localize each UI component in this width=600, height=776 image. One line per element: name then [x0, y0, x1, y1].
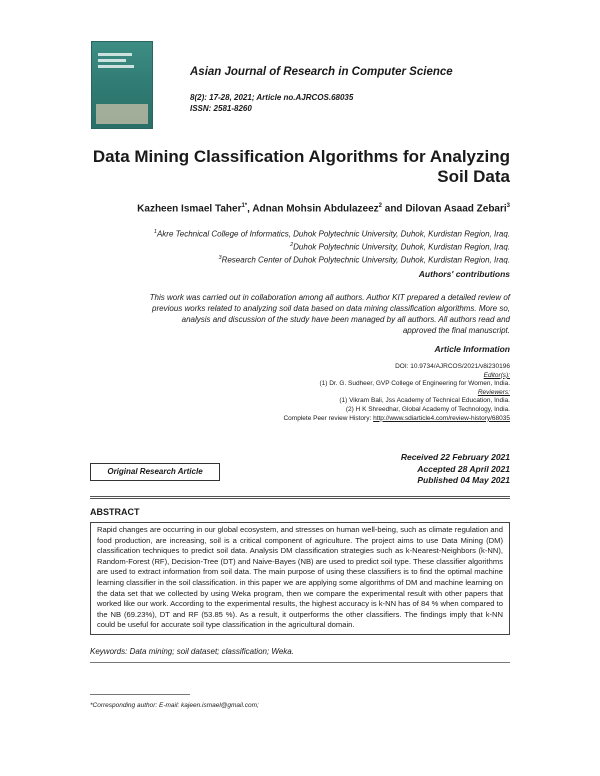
review-history-link[interactable]: http://www.sdiarticle4.com/review-history/68035: [373, 414, 510, 422]
abstract-text: Rapid changes are occurring in our global ecosystem, and stresses on human well-being, such as climate regulation and food production, are increasing, soil is a critical component of agriculture. The project aims to use Data Mining (DM) classification techniques to predict soil data. Analysis DM classification strategies such as k-Nearest-Neighbors (k-NN), Random-Forest (RF), Decision-Tree (DT) and Naive-Bayes (NB) are used to predict soil type. These classifier algorithms are used to extract information from soil data. The main purpose of using these classifiers is to find the optimal machine learning classifier in the soil classification. in this paper we are applying some algorithms of DM and machine learning on the data set that we collected by using Weka program, then we compare the experimental result with other papers that worked like our work. According to the experimental results, the highest accuracy is k-NN has of 84 % when compared to the NB (69.23%), DT and RF (53.85 %). As a result, it outperforms the other classifiers. The findings imply that k-NN could be useful for accurate soil type classification in the agricultural domain.: [97, 525, 503, 630]
reviewer-item: (1) Vikram Bali, Jss Academy of Technical Education, India.: [339, 397, 510, 405]
author-separator: and: [381, 203, 406, 215]
divider: [90, 662, 510, 663]
affiliation-text: Akre Technical College of Informatics, Duhok Polytechnic University, Duhok, Kurdistan Region, Iraq.: [156, 229, 510, 239]
divider: [90, 498, 510, 499]
author-name: Dilovan Asaad Zebari: [405, 203, 507, 215]
journal-cover-image: [91, 41, 153, 129]
review-history-label: Complete Peer review History:: [283, 414, 374, 422]
accepted-date: Accepted 28 April 2021: [417, 463, 510, 474]
author-affil-mark: 3: [506, 203, 510, 209]
received-date: Received 22 February 2021: [400, 452, 510, 462]
affiliation-item: [90, 227, 510, 240]
abstract-box: [90, 522, 510, 635]
author-name: Adnan Mohsin Abdulazeez: [252, 203, 379, 215]
contributions-heading: Authors' contributions: [418, 269, 510, 279]
contributions-line: This work was carried out in collaboration among all authors. Author KIT prepared a detailed review of: [149, 293, 510, 302]
author-name: Kazheen Ismael Taher: [137, 203, 242, 215]
contributions-text: [90, 292, 510, 336]
affiliation-mark: 1: [153, 229, 157, 235]
published-date: Published 04 May 2021: [417, 475, 510, 485]
article-type-box: Original Research Article: [90, 463, 220, 481]
affiliation-mark: 3: [218, 255, 222, 262]
paper-title-line1: Data Mining Classification Algorithms for Analyzing: [92, 147, 510, 166]
author-affil-mark: 1*: [241, 203, 248, 209]
reviewer-item: (2) H K Shreedhar, Global Academy of Technology, India.: [345, 405, 510, 413]
keywords: Keywords: Data mining; soil dataset; classification; Weka.: [90, 647, 294, 656]
journal-volume-info: [190, 92, 353, 114]
paper-title-line2: Soil Data: [437, 167, 510, 186]
affiliation-item: [90, 240, 510, 253]
article-info-block: [240, 363, 510, 423]
volume-line: 8(2): 17-28, 2021; Article no.AJRCOS.68035: [190, 93, 354, 102]
contributions-line: approved the final manuscript.: [402, 326, 510, 335]
affiliation-mark: 2: [290, 242, 294, 249]
cover-title-line: [98, 59, 126, 62]
review-history: [240, 415, 510, 424]
footnote-divider: [90, 694, 190, 695]
affiliation-list: [90, 227, 510, 266]
publication-dates: [300, 452, 510, 487]
doi: DOI: 10.9734/AJRCOS/2021/v8i230196: [395, 363, 510, 370]
paper-title: [90, 147, 510, 187]
contributions-line: previous works related to analyzing soil data based on data mining classification algorithms. More so,: [152, 304, 510, 313]
author-list: [90, 203, 510, 214]
reviewers-label: Reviewers:: [477, 388, 510, 396]
affiliation-item: [90, 253, 510, 266]
editor-item: (1) Dr. G. Sudheer, GVP College of Engineering for Women, India.: [319, 380, 510, 388]
journal-title: Asian Journal of Research in Computer Science: [190, 66, 453, 78]
contributions-line: analysis and discussion of the study have been managed by all authors. All authors read and: [181, 315, 510, 324]
issn-line: ISSN: 2581-8260: [190, 104, 252, 113]
corresponding-author-footnote: *Corresponding author: E-mail: kajeen.ismael@gmail.com;: [90, 702, 259, 709]
author-separator: ,: [247, 203, 253, 215]
affiliation-text: Research Center of Duhok Polytechnic University, Duhok, Kurdistan Region, Iraq.: [221, 255, 510, 265]
abstract-heading: ABSTRACT: [90, 507, 140, 517]
editors-label: Editor(s):: [483, 371, 510, 379]
affiliation-text: Duhok Polytechnic University, Duhok, Kurdistan Region, Iraq.: [293, 242, 510, 252]
cover-title-line: [98, 53, 132, 56]
cover-title-line: [98, 65, 134, 68]
author-affil-mark: 2: [378, 203, 382, 209]
cover-footer-strip: [96, 104, 148, 124]
article-info-heading: Article Information: [434, 344, 510, 354]
